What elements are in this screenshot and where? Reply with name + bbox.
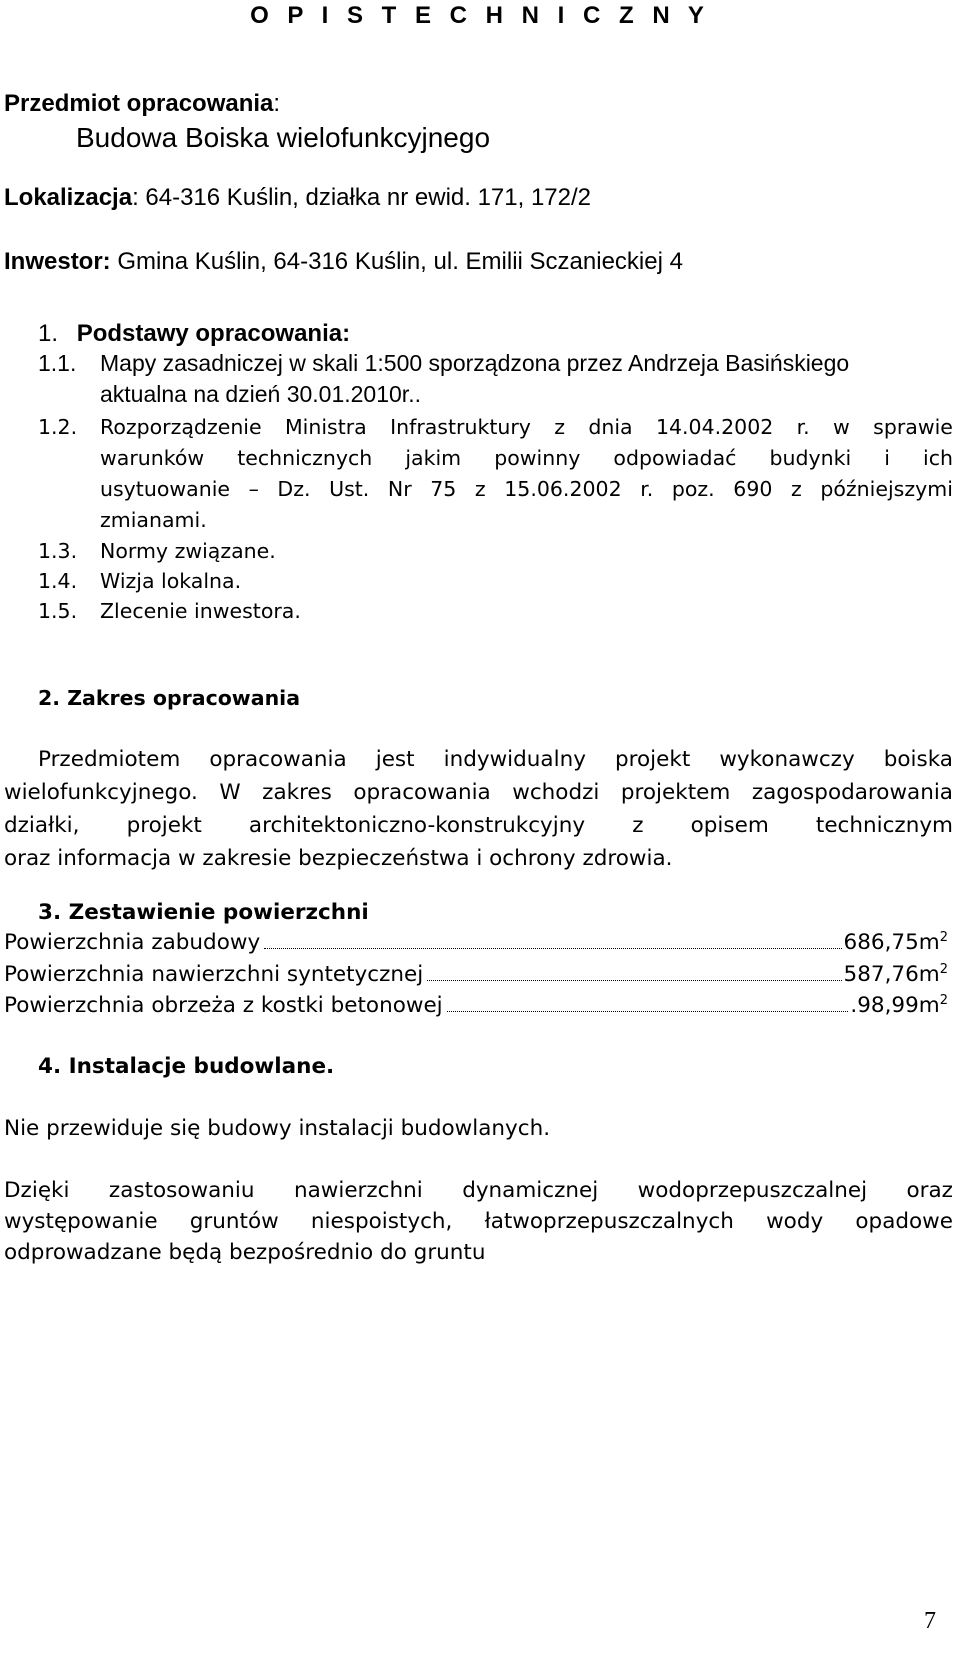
location-line bbox=[4, 184, 591, 212]
area-label: Powierzchnia nawierzchni syntetycznej bbox=[4, 962, 424, 988]
item-1-4-text: Wizja lokalna. bbox=[100, 569, 242, 593]
area-label: Powierzchnia obrzeża z kostki betonowej bbox=[4, 993, 443, 1019]
item-1-3-text: Normy związane. bbox=[100, 539, 276, 563]
area-label: Powierzchnia zabudowy bbox=[4, 930, 261, 956]
section4-paragraph-2-line-3: odprowadzane będą bezpośrednio do gruntu bbox=[4, 1240, 486, 1265]
investor-label: Inwestor: bbox=[4, 248, 111, 275]
section2-line-2: wielofunkcyjnego. W zakres opracowania wchodzi projektem zagospodarowania bbox=[4, 780, 953, 805]
dot-leader bbox=[264, 948, 841, 949]
page-number: 7 bbox=[924, 1608, 936, 1634]
investor-value: Gmina Kuślin, 64-316 Kuślin, ul. Emilii Sczanieckiej 4 bbox=[110, 248, 683, 275]
section1-heading bbox=[38, 320, 350, 348]
item-1-4-number: 1.4. bbox=[38, 569, 78, 593]
area-value: $686,75m^2$ bbox=[843, 930, 948, 956]
dot-leader bbox=[427, 980, 841, 981]
item-1-3-number: 1.3. bbox=[38, 539, 78, 563]
item-1-2-line-1: Rozporządzenie Ministra Infrastruktury z dnia 14.04.2002 r. w sprawie bbox=[100, 415, 953, 439]
area-row bbox=[4, 993, 948, 1018]
section4-paragraph-2-line-1: Dzięki zastosowaniu nawierzchni dynamicznej wodoprzepuszczalnej oraz bbox=[4, 1178, 953, 1203]
location-label: Lokalizacja bbox=[4, 184, 133, 211]
item-1-5-number: 1.5. bbox=[38, 599, 78, 623]
location-value: : 64-316 Kuślin, działka nr ewid. 171, 172/2 bbox=[132, 184, 592, 211]
area-row bbox=[4, 962, 948, 987]
subject-value: Budowa Boiska wielofunkcyjnego bbox=[76, 122, 491, 153]
section2-line-4: oraz informacja w zakresie bezpieczeństwa i ochrony zdrowia. bbox=[4, 846, 673, 871]
subject-line bbox=[4, 90, 280, 118]
section1-number: 1. bbox=[38, 320, 59, 347]
section4-paragraph-1: Nie przewiduje się budowy instalacji budowlanych. bbox=[4, 1116, 551, 1141]
area-row bbox=[4, 930, 948, 955]
item-1-1-line-2: aktualna na dzień 30.01.2010r.. bbox=[100, 381, 421, 407]
item-1-1-line-1: Mapy zasadniczej w skali 1:500 sporządzona przez Andrzeja Basińskiego bbox=[100, 350, 850, 376]
area-value: $.98,99m^2$ bbox=[850, 993, 948, 1019]
document-title: O P I S T E C H N I C Z N Y bbox=[250, 2, 710, 29]
section2-heading: 2. Zakres opracowania bbox=[38, 686, 301, 710]
subject-label: Przedmiot opracowania bbox=[4, 90, 274, 117]
subject-colon: : bbox=[273, 90, 281, 117]
item-1-2-number: 1.2. bbox=[38, 415, 78, 439]
item-1-5-text: Zlecenie inwestora. bbox=[100, 599, 301, 623]
investor-line bbox=[4, 248, 683, 276]
item-1-1-number: 1.1. bbox=[38, 350, 77, 376]
dot-leader bbox=[447, 1011, 849, 1012]
section4-heading: 4. Instalacje budowlane. bbox=[38, 1054, 335, 1079]
item-1-2-line-4: zmianami. bbox=[100, 508, 207, 532]
item-1-2-line-3: usytuowanie – Dz. Ust. Nr 75 z 15.06.2002 r. poz. 690 z późniejszymi bbox=[100, 477, 953, 501]
section2-line-3: działki, projekt architektoniczno-konstrukcyjny z opisem technicznym bbox=[4, 813, 953, 838]
section4-paragraph-2-line-2: występowanie gruntów niespoistych, łatwoprzepuszczalnych wody opadowe bbox=[4, 1209, 953, 1234]
area-value: $587,76m^2$ bbox=[843, 962, 948, 988]
section1-title: Podstawy opracowania: bbox=[76, 320, 351, 347]
section2-line-1: Przedmiotem opracowania jest indywidualny projekt wykonawczy boiska bbox=[38, 747, 953, 772]
section3-heading: 3. Zestawienie powierzchni bbox=[38, 900, 369, 925]
item-1-2-line-2: warunków technicznych jakim powinny odpowiadać budynki i ich bbox=[100, 446, 953, 470]
